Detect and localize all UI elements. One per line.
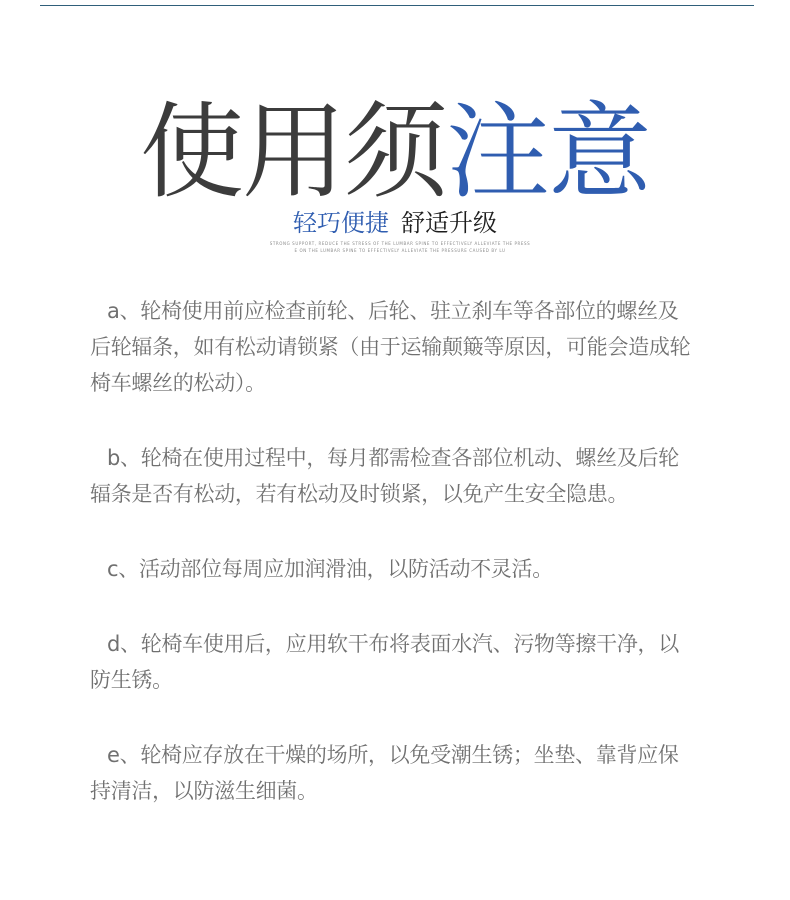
page-title <box>0 92 790 212</box>
instruction-b: b、轮椅在使用过程中，每月都需检查各部位机动、螺丝及后轮辐条是否有松动，若有松动及时锁紧，以免产生安全隐患。 <box>90 446 679 506</box>
instruction-a: a、轮椅使用前应检查前轮、后轮、驻立刹车等各部位的螺丝及后轮辐条，如有松动请锁紧（由于运输颠簸等原因，可能会造成轮椅车螺丝的松动）。 <box>90 299 691 395</box>
instruction-d: d、轮椅车使用后，应用软干布将表面水汽、污物等擦干净，以防生锈。 <box>90 632 679 692</box>
subtitle-black: 舒适升级 <box>401 209 497 237</box>
page-title-dark: 使用须 <box>139 91 446 213</box>
instruction-c: c、活动部位每周应加润滑油，以防活动不灵活。 <box>107 557 553 581</box>
subtitle-blue: 轻巧便捷 <box>293 209 389 237</box>
subtitle <box>0 208 790 238</box>
instruction-e: e、轮椅应存放在干燥的场所，以免受潮生锈；坐垫、靠背应保持清洁，以防滋生细菌。 <box>90 743 679 803</box>
instructions-list <box>90 293 696 848</box>
page-title-accent: 注意 <box>446 91 651 213</box>
fine-print-line-2: E ON THE LUMBAR SPINE TO EFFECTIVELY ALLEVIATE THE PRESSURE CAUSED BY LU <box>294 248 506 253</box>
fine-print-line-1: STRONG SUPPORT, REDUCE THE STRESS OF THE LUMBAR SPINE TO EFFECTIVELY ALLEVIATE THE PRESS <box>269 241 531 246</box>
top-divider <box>40 5 754 6</box>
